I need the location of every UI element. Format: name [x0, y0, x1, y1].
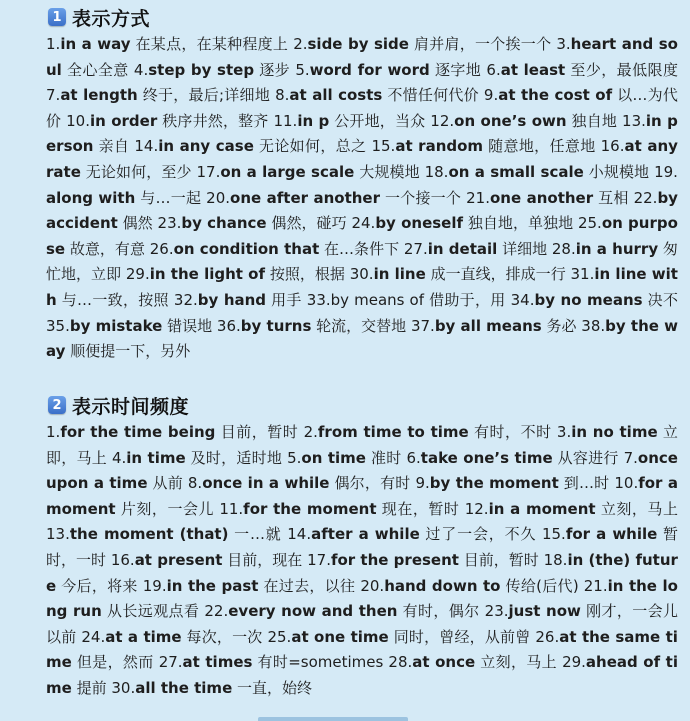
phrase-chinese: 逐步: [259, 60, 291, 79]
phrase-number: 37.: [410, 316, 435, 335]
phrase-number: 27.: [158, 653, 183, 672]
phrase-item: [406, 449, 618, 467]
phrase-number: 20.: [206, 188, 231, 207]
phrase-chinese: 片刻，一会儿: [120, 499, 215, 518]
phrase-chinese: 过了一会，不久: [425, 525, 537, 544]
phrase-english: by oneself: [375, 214, 464, 233]
phrase-number: 14.: [134, 137, 159, 156]
phrase-item: [511, 291, 678, 309]
phrase-english: at the same time: [46, 627, 678, 672]
phrase-english: hand down to: [384, 576, 501, 595]
phrase-english: heart and soul: [46, 35, 678, 79]
phrase-item: [219, 500, 459, 518]
phrase-number: 5.: [287, 448, 302, 467]
phrase-english: at random: [395, 137, 484, 156]
phrase-chinese: 以…为代价: [46, 86, 678, 130]
phrase-number: 24.: [81, 627, 106, 646]
phrase-item: [486, 61, 678, 79]
phrase-english: all the time: [135, 678, 233, 697]
phrase-number: 23.: [157, 214, 182, 233]
phrase-english: at present: [134, 550, 223, 569]
phrase-item: [371, 137, 595, 155]
phrase-item: [293, 35, 551, 53]
phrase-chinese: 暂时，一时: [46, 525, 678, 569]
phrase-list-ways: [46, 32, 678, 390]
phrase-number: 26.: [535, 627, 560, 646]
phrase-chinese: 至少，最低限度: [570, 60, 678, 79]
phrase-number: 18.: [424, 162, 449, 181]
phrase-item: [273, 112, 425, 130]
phrase-chinese: 立刻，马上: [480, 653, 557, 672]
phrase-number: 20.: [360, 576, 385, 595]
phrase-number: 2.: [293, 35, 308, 53]
phrase-english: in p: [297, 111, 330, 130]
phrase-item: [204, 602, 479, 620]
number-badge-icon: 2: [48, 396, 66, 414]
section-title-time: 表示时间频度: [72, 395, 190, 418]
phrase-item: [217, 317, 406, 335]
phrase-number: 4.: [111, 448, 127, 467]
phrase-english: by accident: [46, 188, 678, 233]
phrase-english: every now and then: [228, 602, 398, 621]
phrase-english: once upon a time: [46, 448, 678, 493]
phrase-chinese: 大规模地: [359, 162, 420, 181]
phrase-english: in detail: [427, 239, 498, 258]
phrase-chinese: 现在，暂时: [381, 499, 460, 518]
phrase-english: in no time: [571, 423, 658, 441]
phrase-item: [174, 291, 302, 309]
phrase-chinese: 与…一起: [140, 188, 202, 207]
phrase-chinese: 但是，然而: [76, 653, 154, 672]
phrase-item: [46, 86, 270, 104]
phrase-number: 28.: [551, 239, 576, 258]
phrase-english: on a small scale: [448, 162, 584, 181]
phrase-chinese: 务必: [546, 316, 577, 335]
phrase-item: [350, 265, 566, 283]
phrase-number: 36.: [216, 316, 241, 335]
phrase-number: 21.: [466, 188, 490, 207]
phrase-item: [267, 628, 530, 646]
phrase-item: [275, 86, 479, 104]
phrase-chinese: 一个接一个: [385, 188, 462, 207]
phrase-english: in a way: [60, 35, 131, 53]
phrase-english: at once: [412, 653, 476, 672]
phrase-english: at length: [60, 86, 138, 105]
phrase-english: at the cost of: [498, 86, 613, 105]
phrase-chinese: 在…条件下: [324, 239, 400, 258]
phrase-number: 3.: [556, 423, 572, 441]
phrase-chinese: 从长远观点看: [106, 602, 200, 621]
phrase-english: for a moment: [46, 474, 678, 518]
phrase-chinese: 逐字地: [434, 60, 482, 79]
phrase-english: in any case: [158, 137, 254, 156]
phrase-english: after a while: [311, 525, 420, 544]
phrase-item: [134, 61, 290, 79]
phrase-chinese: 按照，根据: [269, 265, 345, 284]
phrase-english: on time: [301, 448, 366, 467]
phrase-item: [188, 474, 411, 492]
phrase-chinese: 刚才，一会儿以前: [46, 602, 678, 646]
phrase-item: [360, 577, 578, 595]
phrase-english: on one’s own: [454, 111, 567, 130]
phrase-number: 11.: [219, 499, 244, 518]
phrase-item: [159, 653, 384, 671]
phrase-english: in the past: [166, 576, 259, 595]
phrase-chinese: 同时，曾经，从前曾: [393, 627, 531, 646]
phrase-chinese: 肩并肩，一个挨一个: [413, 35, 552, 53]
phrase-item: [197, 163, 420, 181]
phrase-chinese: 每次，一次: [186, 627, 263, 646]
phrase-item: [307, 291, 506, 309]
phrase-item: [425, 163, 650, 181]
phrase-english: take one’s time: [420, 448, 553, 467]
phrase-chinese: 终于，最后;详细地: [142, 86, 271, 105]
section-title-ways: 表示方式: [72, 7, 151, 30]
phrase-number: 1.: [46, 35, 61, 53]
phrase-english: by mistake: [69, 316, 163, 335]
phrase-number: 16.: [110, 550, 135, 569]
phrase-item: [126, 265, 345, 283]
phrase-item: [415, 474, 609, 492]
phrase-item: [304, 423, 552, 441]
phrase-english: by means of: [330, 290, 424, 309]
section-header-ways: [48, 2, 678, 32]
phrase-chinese: 轮流，交替地: [316, 316, 407, 335]
phrase-chinese: 立即，马上: [46, 423, 678, 467]
phrase-item: [351, 214, 573, 232]
phrase-number: 12.: [430, 111, 455, 130]
phrase-number: 15.: [541, 525, 566, 544]
phrase-english: in time: [126, 448, 186, 467]
phrase-number: 26.: [149, 239, 174, 258]
phrase-english: along with: [46, 188, 136, 207]
phrase-item: [295, 61, 481, 79]
phrase-chinese: 故意，有意: [69, 239, 145, 258]
phrase-number: 19.: [142, 576, 167, 595]
phrase-number: 13.: [622, 111, 646, 130]
phrase-english: in a moment: [488, 499, 596, 518]
phrase-english: once in a while: [202, 474, 330, 493]
phrase-english: in order: [90, 111, 158, 130]
phrase-chinese: 错误地: [167, 316, 213, 335]
phrase-number: 9.: [415, 474, 430, 493]
phrase-chinese: 有时，不时: [474, 423, 552, 441]
phrase-number: 25.: [267, 627, 292, 646]
phrase-chinese: 秩序井然，整齐: [162, 111, 269, 130]
phrase-chinese: 用手: [271, 290, 302, 309]
phrase-chinese: 无论如何，总之: [259, 137, 367, 156]
phrase-english: at times: [182, 653, 253, 672]
phrase-english: for the moment: [243, 499, 377, 518]
phrase-item: [158, 214, 347, 232]
phrase-chinese: 独自地: [571, 111, 618, 130]
phrase-item: [111, 551, 303, 569]
phrase-number: 10.: [66, 111, 90, 130]
phrase-number: 17.: [307, 550, 331, 569]
phrase-chinese: 顺便提一下，另外: [70, 342, 191, 361]
phrase-chinese: 准时: [370, 448, 402, 467]
phrase-item: [150, 240, 399, 258]
phrase-chinese: 公开地，当众: [334, 111, 426, 130]
phrase-english: at least: [500, 60, 566, 79]
phrase-number: 2.: [303, 423, 318, 441]
phrase-english: in the light of: [149, 265, 266, 284]
phrase-number: 8.: [187, 474, 203, 493]
phrase-number: 13.: [46, 525, 70, 544]
phrase-number: 29.: [125, 265, 150, 284]
phrase-chinese: 一直，始终: [237, 678, 313, 697]
phrase-item: [430, 112, 617, 130]
phrase-item: [466, 189, 628, 207]
phrase-number: 22.: [633, 188, 658, 207]
phrase-number: 6.: [406, 448, 421, 467]
phrase-item: [46, 35, 288, 53]
phrase-chinese: 从容进行: [557, 448, 619, 467]
phrase-item: [411, 317, 577, 335]
phrase-number: 18.: [543, 550, 568, 569]
phrase-chinese: 随意地，任意地: [488, 137, 596, 156]
phrase-number: 30.: [349, 265, 374, 284]
phrase-english: for the present: [330, 550, 459, 569]
phrase-item: [111, 679, 312, 697]
phrase-item: [81, 628, 262, 646]
phrase-english: by all means: [434, 316, 542, 335]
phrase-chinese: 借助于，用: [429, 290, 506, 309]
phrase-number: 16.: [600, 137, 625, 156]
phrase-item: [388, 653, 557, 671]
phrase-number: 11.: [273, 111, 298, 130]
phrase-number: 31.: [570, 265, 595, 284]
phrase-chinese: 在某点，在某种程度上: [135, 35, 289, 53]
phrase-number: 9.: [483, 86, 499, 105]
phrase-number: 30.: [111, 678, 136, 697]
phrase-english: side by side: [307, 35, 409, 53]
phrase-english: on a large scale: [220, 162, 355, 181]
phrase-number: 35.: [46, 316, 70, 335]
phrase-chinese: 无论如何，至少: [85, 162, 192, 181]
phrase-chinese: 传给(后代): [505, 576, 579, 595]
phrase-number: 15.: [371, 137, 396, 156]
phrase-chinese: 匆忙地，立即: [46, 239, 678, 284]
phrase-english: at any rate: [46, 137, 678, 181]
phrase-english: step by step: [148, 60, 255, 79]
phrase-english: in person: [46, 111, 678, 156]
phrase-english: at a time: [105, 627, 182, 646]
phrase-chinese: 不惜任何代价: [387, 86, 479, 105]
phrase-number: 38.: [581, 316, 606, 335]
phrase-chinese: 小规模地: [588, 162, 650, 181]
phrase-number: 19.: [654, 162, 678, 181]
phrase-number: 1.: [46, 423, 61, 441]
phrase-number: 7.: [46, 86, 61, 105]
phrase-number: 7.: [623, 448, 638, 467]
phrase-english: for the time being: [60, 423, 216, 441]
phrase-chinese: 详细地: [502, 239, 548, 258]
phrase-chinese: 今后，将来: [61, 576, 138, 595]
phrase-english: on purpose: [46, 214, 678, 258]
phrase-item: [404, 240, 547, 258]
phrase-chinese: 提前: [76, 678, 107, 697]
phrase-english: ahead of time: [46, 653, 678, 697]
phrase-item: [143, 577, 356, 595]
phrase-english: word for word: [309, 60, 430, 79]
phrase-chinese: 立刻，马上: [600, 499, 678, 518]
section-header-time: [48, 390, 678, 420]
phrase-item: [287, 525, 536, 543]
phrase-chinese: 互相: [598, 188, 629, 207]
phrase-english: in line: [373, 265, 426, 284]
phrase-chinese: 有时=sometimes: [257, 653, 384, 672]
phrase-item: [112, 449, 282, 467]
phrase-number: 22.: [204, 602, 229, 621]
phrase-chinese: 与…一致，按照: [61, 290, 169, 309]
phrase-chinese: 偶尔，有时: [334, 474, 411, 493]
phrase-number: 10.: [614, 474, 639, 493]
phrase-english: by the way: [46, 316, 678, 361]
phrase-english: in line with: [46, 265, 678, 309]
phrase-chinese: 一…就: [234, 525, 282, 544]
phrase-chinese: 有时，偶尔: [402, 602, 480, 621]
phrase-item: [134, 137, 366, 155]
phrase-english: in the long run: [46, 576, 678, 621]
phrase-chinese: 在过去，以往: [263, 576, 356, 595]
phrase-chinese: 偶然，碰巧: [271, 214, 347, 233]
phrase-chinese: 成一直线，排成一行: [430, 265, 566, 284]
phrase-english: from time to time: [317, 423, 469, 441]
phrase-chinese: 目前，现在: [227, 550, 303, 569]
phrase-chinese: 目前，暂时: [220, 423, 299, 441]
phrase-english: for a while: [565, 525, 658, 544]
phrase-item: [206, 189, 461, 207]
phrase-list-time: [46, 420, 678, 702]
phrase-chinese: 独自地，单独地: [467, 214, 574, 233]
phrase-number: 27.: [403, 239, 428, 258]
phrase-chinese: 决不: [647, 290, 678, 309]
scroll-indicator[interactable]: [258, 717, 408, 721]
phrase-number: 8.: [275, 86, 290, 105]
phrase-item: [46, 525, 282, 543]
phrase-english: by turns: [240, 316, 312, 335]
phrase-number: 5.: [295, 60, 310, 79]
phrase-item: [287, 449, 401, 467]
phrase-item: [46, 423, 298, 441]
phrase-english: by hand: [197, 290, 267, 309]
phrase-english: one another: [489, 188, 594, 207]
phrase-item: [307, 551, 539, 569]
phrase-chinese: 从前: [152, 474, 183, 493]
phrase-number: 33.: [306, 290, 331, 309]
phrase-english: by no means: [534, 290, 643, 309]
phrase-chinese: 到…时: [563, 474, 610, 493]
phrase-chinese: 全心全意: [67, 60, 129, 79]
phrase-chinese: 目前，暂时: [463, 550, 539, 569]
phrase-number: 14.: [287, 525, 312, 544]
phrase-english: by chance: [181, 214, 267, 233]
phrase-number: 4.: [133, 60, 149, 79]
phrase-number: 3.: [556, 35, 571, 53]
phrase-number: 6.: [486, 60, 501, 79]
phrase-chinese: 偶然: [122, 214, 153, 233]
phrase-english: one after another: [230, 188, 380, 207]
phrase-item: [465, 500, 678, 518]
phrase-number: 23.: [484, 602, 509, 621]
phrase-item: [66, 112, 268, 130]
phrase-number: 12.: [464, 499, 489, 518]
phrase-english: by the moment: [429, 474, 559, 493]
phrase-item: [46, 317, 212, 335]
phrase-chinese: 及时，适时地: [190, 448, 283, 467]
phrase-number: 34.: [510, 290, 535, 309]
phrase-english: at all costs: [289, 86, 383, 105]
phrase-number: 32.: [173, 290, 198, 309]
phrase-number: 21.: [583, 576, 608, 595]
phrase-number: 25.: [577, 214, 602, 233]
number-badge-icon: 1: [48, 8, 66, 26]
phrase-english: the moment (that): [69, 525, 229, 544]
phrase-english: just now: [508, 602, 581, 621]
phrase-english: in a hurry: [575, 239, 659, 258]
phrase-number: 28.: [388, 653, 413, 672]
phrase-number: 24.: [351, 214, 376, 233]
phrase-number: 29.: [562, 653, 586, 672]
phrase-english: on condition that: [173, 239, 320, 258]
phrase-chinese: 亲自: [98, 137, 130, 156]
phrase-english: at one time: [291, 627, 389, 646]
phrase-english: in (the) future: [46, 550, 678, 595]
phrase-number: 17.: [196, 162, 221, 181]
